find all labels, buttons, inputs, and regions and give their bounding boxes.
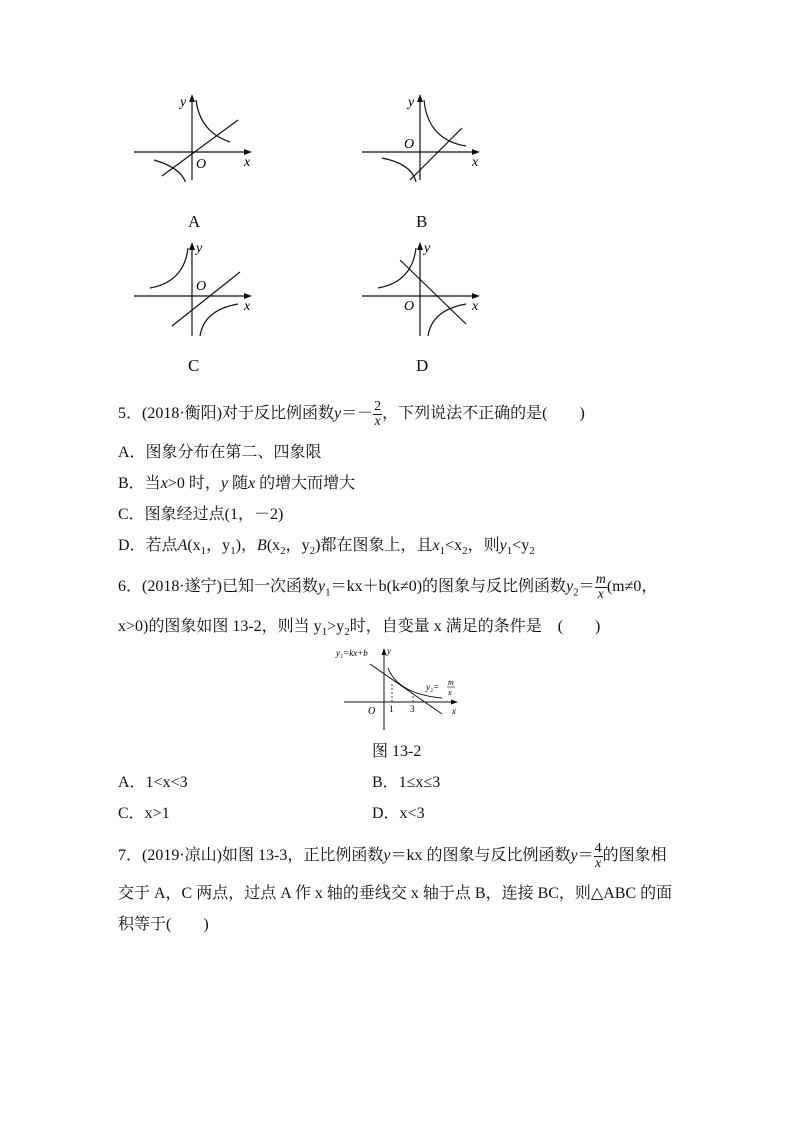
q5-option-b: B．当x>0 时，y 随x 的增大而增大 [118, 475, 356, 492]
graph-b-label: B [416, 212, 428, 231]
q7-fraction: $\frac{4}{x}$ [594, 841, 602, 871]
graph-a [130, 92, 260, 182]
q6-option-b: B．1≤x≤3 [372, 774, 441, 791]
fig-origin: O [368, 706, 376, 717]
graph-b-origin: O [404, 137, 415, 152]
fig-curve-frac-den: x [448, 688, 452, 697]
q5-option-c: C．图象经过点(1，－2) [118, 506, 284, 523]
graph-d-y-label: y [424, 241, 431, 256]
fig-tick-1: 1 [389, 704, 394, 714]
graph-a-label: A [188, 212, 201, 231]
q6-stem-line2: x>0)的图象如图 13-2，则当 $y_1>y_2$时，自变量 x 满足的条件是 ( ) [118, 618, 601, 639]
graph-a-x-label: x [244, 155, 251, 170]
fig-y-label: y [387, 646, 391, 656]
graph-d-origin: O [404, 299, 415, 314]
fig-tick-3: 3 [410, 704, 415, 714]
graph-a-origin: O [196, 157, 207, 172]
q5-stem: 5．(2018·衡阳)对于反比例函数y＝－ $\frac{2}{x}$ ，下列说法不正确的是( ) [118, 399, 585, 429]
q6-fraction: $\frac{m}{x}$ [595, 572, 606, 602]
graph-a-y-label: y [180, 95, 187, 110]
fig-x-label: x [452, 706, 456, 716]
graph-c [130, 238, 260, 338]
figure-13-2-caption: 图 13-2 [372, 743, 422, 760]
fig-curve-label: y₂= [426, 682, 440, 692]
q7-stem-line1: 7．(2019·凉山)如图 13-3，正比例函数y＝kx 的图象与反比例函数y＝ $\frac{4}{x}$ 的图象相 [118, 841, 667, 871]
graph-d-label: D [416, 356, 429, 375]
fig-curve-frac-num: m [448, 678, 454, 687]
q6-option-d: D．x<3 [372, 805, 425, 822]
q6-option-c: C．x>1 [118, 805, 170, 822]
figure-13-2 [330, 644, 470, 734]
graph-b-y-label: y [408, 95, 415, 110]
q6-option-a: A．1<x<3 [118, 774, 188, 791]
graph-b [358, 92, 488, 182]
graph-c-y-label: y [196, 241, 203, 256]
q5-fraction: $\frac{2}{x}$ [374, 399, 382, 429]
graph-c-x-label: x [244, 299, 251, 314]
q6-stem-line1: 6．(2018·遂宁)已知一次函数$y_1=kx+b(k\ne 0)$的图象与反比例函数$y_2=$ $\frac{m}{x}$ (m≠0， [118, 572, 658, 602]
q5-option-d: D．若点$A(x_1$，$y_1$)，$B(x_2$，$y_2$)都在图象上，且$x_1<x_2$，则$y_1<y_2$ [118, 537, 535, 558]
fig-line-label: y₁=kx+b [336, 648, 368, 658]
graph-d-x-label: x [472, 299, 479, 314]
graph-c-label: C [188, 356, 200, 375]
q7-stem-line3: 积等于( ) [118, 916, 209, 933]
q5-option-a: A．图象分布在第二、四象限 [118, 444, 322, 461]
graph-d [358, 238, 488, 338]
q7-stem-line2: 交于 A，C 两点，过点 A 作 x 轴的垂线交 x 轴于点 B，连接 BC，则△ABC 的面 [118, 885, 673, 902]
graph-b-x-label: x [472, 155, 479, 170]
graph-c-origin: O [196, 279, 207, 294]
